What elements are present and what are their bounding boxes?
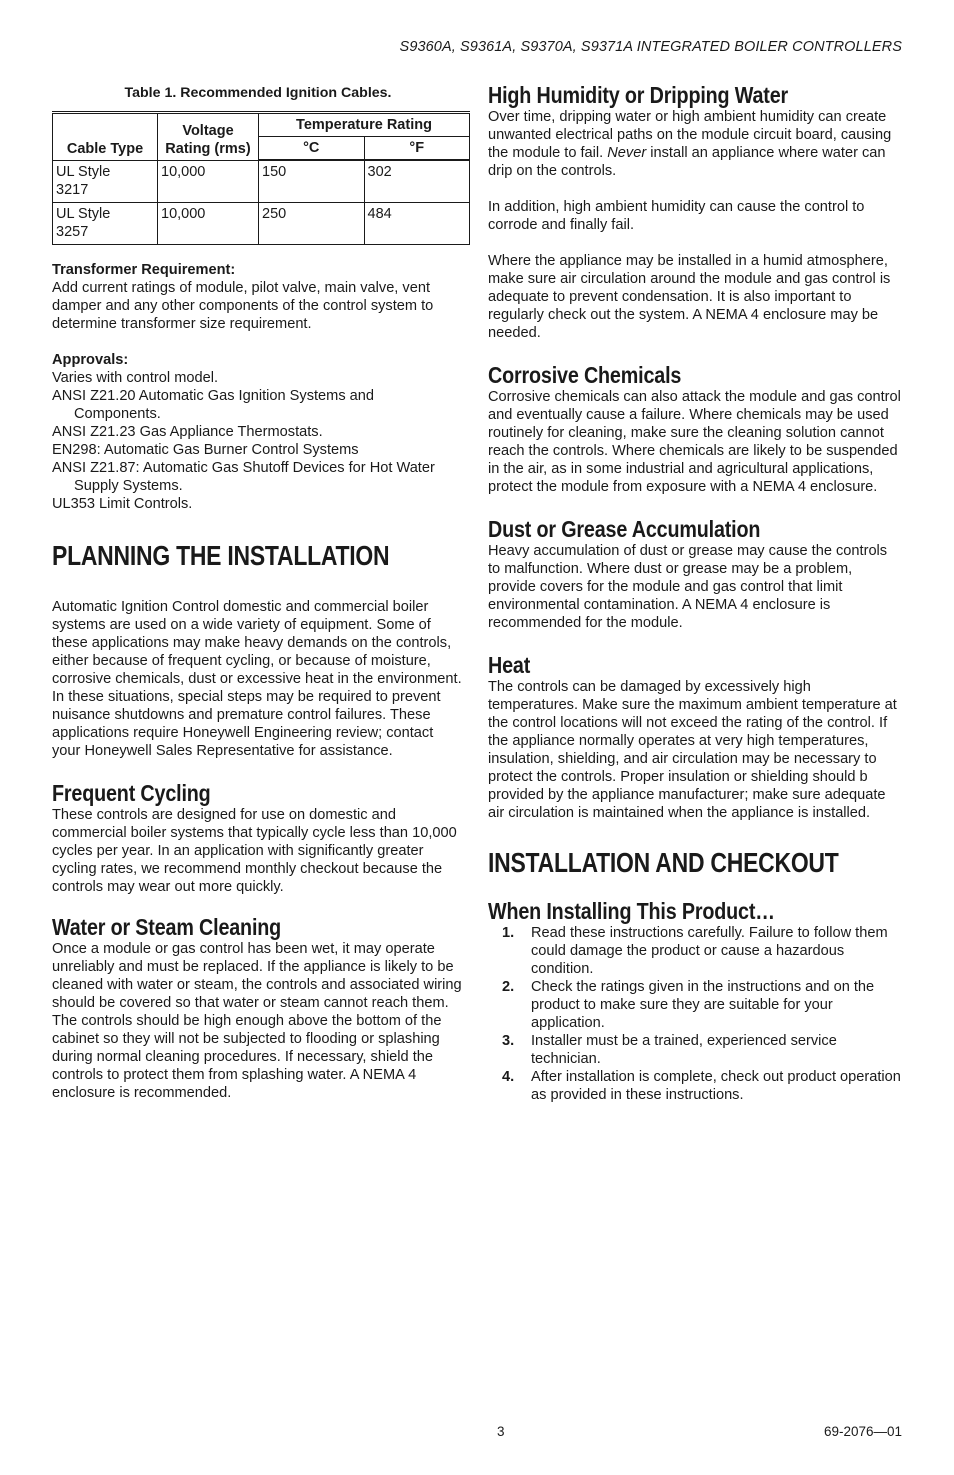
transformer-label: Transformer Requirement: [52,262,236,278]
humidity-text-1 [488,108,902,180]
approvals-item: ANSI Z21.87: Automatic Gas Shutoff Devices for Hot Water Supply Systems. [52,460,435,494]
cell-cable-type [53,203,158,245]
planning-heading: PLANNING THE INSTALLATION [52,540,390,571]
ignition-cables-table [52,111,470,245]
page-number: 3 [497,1424,505,1439]
table-row [53,203,470,245]
step-text: Read these instructions carefully. Failure to follow them could damage the product or cause a hazardous condition. [531,925,888,977]
cell-voltage: 10,000 [158,203,259,245]
header-temperature-rating: Temperature Rating [259,113,470,137]
header-fahrenheit: °F [364,137,470,161]
humidity-text-1a: Over time, dripping water or high ambient humidity can create unwanted electrical paths on the module circuit board, causing the module to fail. [488,109,892,161]
corrosive-heading: Corrosive Chemicals [488,362,682,388]
heat-text: The controls can be damaged by excessively high temperatures. Make sure the maximum ambient temperature at the control locations will not exceed the rating of the control. If the appliance normally operates at very high temperatures, insulation, shielding, and air circulation may be necessary to protect the controls. Proper insulation or shielding should b provided by the appliance manufacturer; make sure adequate air circulation is maintained when the appliance is installed. [488,679,897,821]
cable-type-line2: 3217 [56,181,89,198]
step-text: Check the ratings given in the instructions and on the product to make sure they are suitable for your application. [531,979,875,1031]
humidity-heading: High Humidity or Dripping Water [488,82,789,108]
right-column [488,82,902,1104]
installation-heading: INSTALLATION AND CHECKOUT [488,847,839,878]
table-caption: Table 1. Recommended Ignition Cables. [124,85,392,101]
corrosive-text: Corrosive chemicals can also attack the module and gas control and eventually cause a failure. Where chemicals may be used routinely for cleaning, make sure the cleaning solution cannot reach the controls. Where chemicals are likely to be suspended in the air, as in some industrial and agricultural applications, protect the module from exposure with a NEMA 4 enclosure. [488,389,901,495]
humidity-text-2: In addition, high ambient humidity can cause the control to corrode and finally fail. [488,199,865,233]
header-celsius: °C [259,137,365,161]
frequent-cycling-text: These controls are designed for use on domestic and commercial boiler systems that typically cycle less than 10,000 cycles per year. In an application with significantly greater cycling rates, we recommend monthly checkout because the controls may wear out more quickly. [52,807,457,895]
dust-heading: Dust or Grease Accumulation [488,516,761,542]
humidity-text-1b: install an appliance where water can drip on the controls. [488,145,886,179]
header-cable-type: Cable Type [53,113,158,161]
water-steam-heading: Water or Steam Cleaning [52,914,282,940]
approvals-label: Approvals: [52,352,129,368]
table-row [53,160,470,203]
list-item [488,924,902,978]
transformer-text: Add current ratings of module, pilot valve, main valve, vent damper and any other components of the control system to determine transformer size requirement. [52,280,434,332]
approvals-section [52,351,464,513]
header-voltage-line2: Rating (rms) [165,140,251,157]
step-number: 1. [502,925,515,941]
cell-voltage: 10,000 [158,160,259,203]
frequent-cycling-heading: Frequent Cycling [52,780,211,806]
step-number: 4. [502,1069,515,1085]
list-item [488,1068,902,1104]
approvals-item: ANSI Z21.20 Automatic Gas Ignition Systems and Components. [52,388,375,422]
list-item [488,978,902,1032]
cell-celsius: 250 [259,203,365,245]
heat-heading: Heat [488,652,531,678]
approvals-item: UL353 Limit Controls. [52,496,193,512]
cell-fahrenheit: 302 [364,160,470,203]
water-steam-text: Once a module or gas control has been wet, it may operate unreliably and must be replaced. If the appliance is likely to be cleaned with water or steam, the controls and associated wiring should be covered so that water or steam cannot reach them. The controls should be high enough above the bottom of the cabinet so they will not be subjected to flooding or splashing during normal cleaning procedures. If necessary, shield the controls to protect them from splashing water. A NEMA 4 enclosure is recommended. [52,941,462,1101]
header-voltage-rating [158,113,259,161]
dust-text: Heavy accumulation of dust or grease may cause the controls to malfunction. Where dust or grease may be a problem, provide covers for the module and gas control that limit environmental contamination. A NEMA 4 enclosure is recommended for the module. [488,543,888,631]
step-text: After installation is complete, check out product operation as provided in these instructions. [531,1069,901,1103]
cable-type-line2: 3257 [56,224,89,240]
approvals-item: EN298: Automatic Gas Burner Control Systems [52,442,359,458]
humidity-text-3: Where the appliance may be installed in a humid atmosphere, make sure air circulation around the module and gas control is adequate to prevent condensation. It is also important to regularly check out the system. A NEMA 4 enclosure may be needed. [488,253,891,341]
cable-type-line1: UL Style [56,206,111,222]
running-header: S9360A, S9361A, S9370A, S9371A INTEGRATED BOILER CONTROLLERS [399,39,902,55]
humidity-never: Never [607,145,647,161]
installation-subheading: When Installing This Product… [488,898,775,924]
cable-type-line1: UL Style [56,163,111,180]
left-column [52,82,464,1102]
cell-cable-type [53,160,158,203]
step-number: 3. [502,1033,515,1049]
installation-steps [488,924,902,1104]
step-number: 2. [502,979,515,995]
planning-text: Automatic Ignition Control domestic and commercial boiler systems are used on a wide variety of equipment. Some of these applications may make heavy demands on the controls, either because of frequent cycling, or because of moisture, corrosive chemicals, dust or excessive heat in the environment. In these situations, special steps may be required to prevent nuisance shutdowns and premature control failures. These applications require Honeywell Engineering review; contact your Honeywell Sales Representative for assistance. [52,599,462,759]
cell-fahrenheit: 484 [364,203,470,245]
document-number: 69-2076—01 [823,1424,902,1439]
approvals-item: ANSI Z21.23 Gas Appliance Thermostats. [52,424,323,440]
approvals-item: Varies with control model. [52,370,219,386]
cell-celsius: 150 [259,160,365,203]
step-text: Installer must be a trained, experienced service technician. [531,1033,837,1067]
list-item [488,1032,902,1068]
header-voltage-line1: Voltage [182,122,234,139]
